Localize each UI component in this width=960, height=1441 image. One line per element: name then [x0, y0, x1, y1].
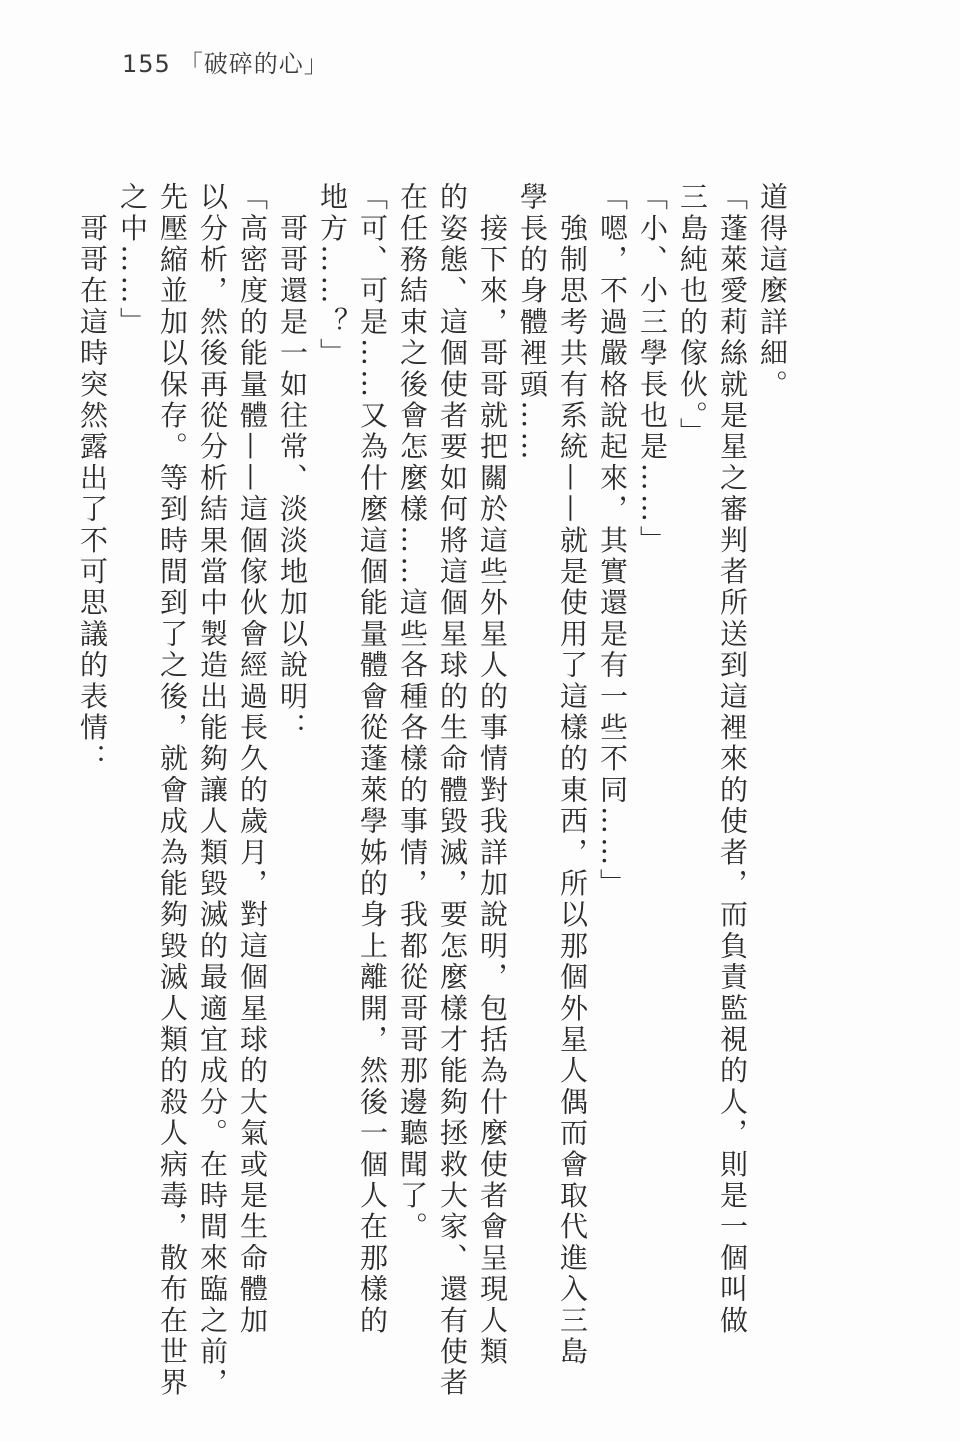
text-line: 「可、可是……又為什麼這個能量體會從蓬萊學姊的身上離開，然後一個人在那樣的: [356, 182, 389, 1337]
text-line: 「蓬萊愛莉絲就是星之審判者所送到這裡來的使者，而負責監視的人，則是一個叫做: [716, 182, 749, 1337]
page-number: 155: [122, 50, 171, 78]
page-header: [122, 44, 329, 79]
text-line: 哥哥在這時突然露出了不可思議的表情：: [76, 182, 109, 775]
text-line: 道得這麼詳細。: [756, 182, 789, 401]
text-line: 接下來，哥哥就把關於這些外星人的事情對我詳加說明，包括為什麼使者會呈現人類: [476, 182, 509, 1368]
text-line: 「小、小三學長也是……」: [636, 182, 669, 557]
text-line: 「高密度的能量體——這個傢伙會經過長久的歲月，對這個星球的大氣或是生命體加: [236, 182, 269, 1337]
text-line: 的姿態、這個使者要如何將這個星球的生命體毀滅，要怎麼樣才能夠拯救大家、還有使者: [436, 182, 469, 1399]
text-line: 三島純也的傢伙。」: [676, 182, 709, 449]
text-line: 以分析，然後再從分析結果當中製造出能夠讓人類毀滅的最適宜成分。在時間來臨之前，: [196, 182, 229, 1399]
text-line: 先壓縮並加以保存。等到時間到了之後，就會成為能夠毀滅人類的殺人病毒，散布在世界: [156, 182, 189, 1399]
text-line: 地方……？」: [316, 182, 349, 370]
text-line: 「嗯，不過嚴格說起來，其實還是有一些不同……」: [596, 182, 629, 900]
text-line: 之中……」: [116, 182, 149, 338]
text-line: 學長的身體裡頭……: [516, 182, 549, 463]
chapter-title: 「破碎的心」: [178, 50, 329, 78]
text-line: 在任務結束之後會怎麼樣……這些各種各樣的事情，我都從哥哥那邊聽聞了。: [396, 182, 429, 1243]
vertical-text-body: [72, 182, 792, 1399]
text-line: 哥哥還是一如往常、淡淡地加以說明：: [276, 182, 309, 744]
text-line: 強制思考共有系統——就是使用了這樣的東西，所以那個外星人偶而會取代進入三島: [556, 182, 589, 1368]
